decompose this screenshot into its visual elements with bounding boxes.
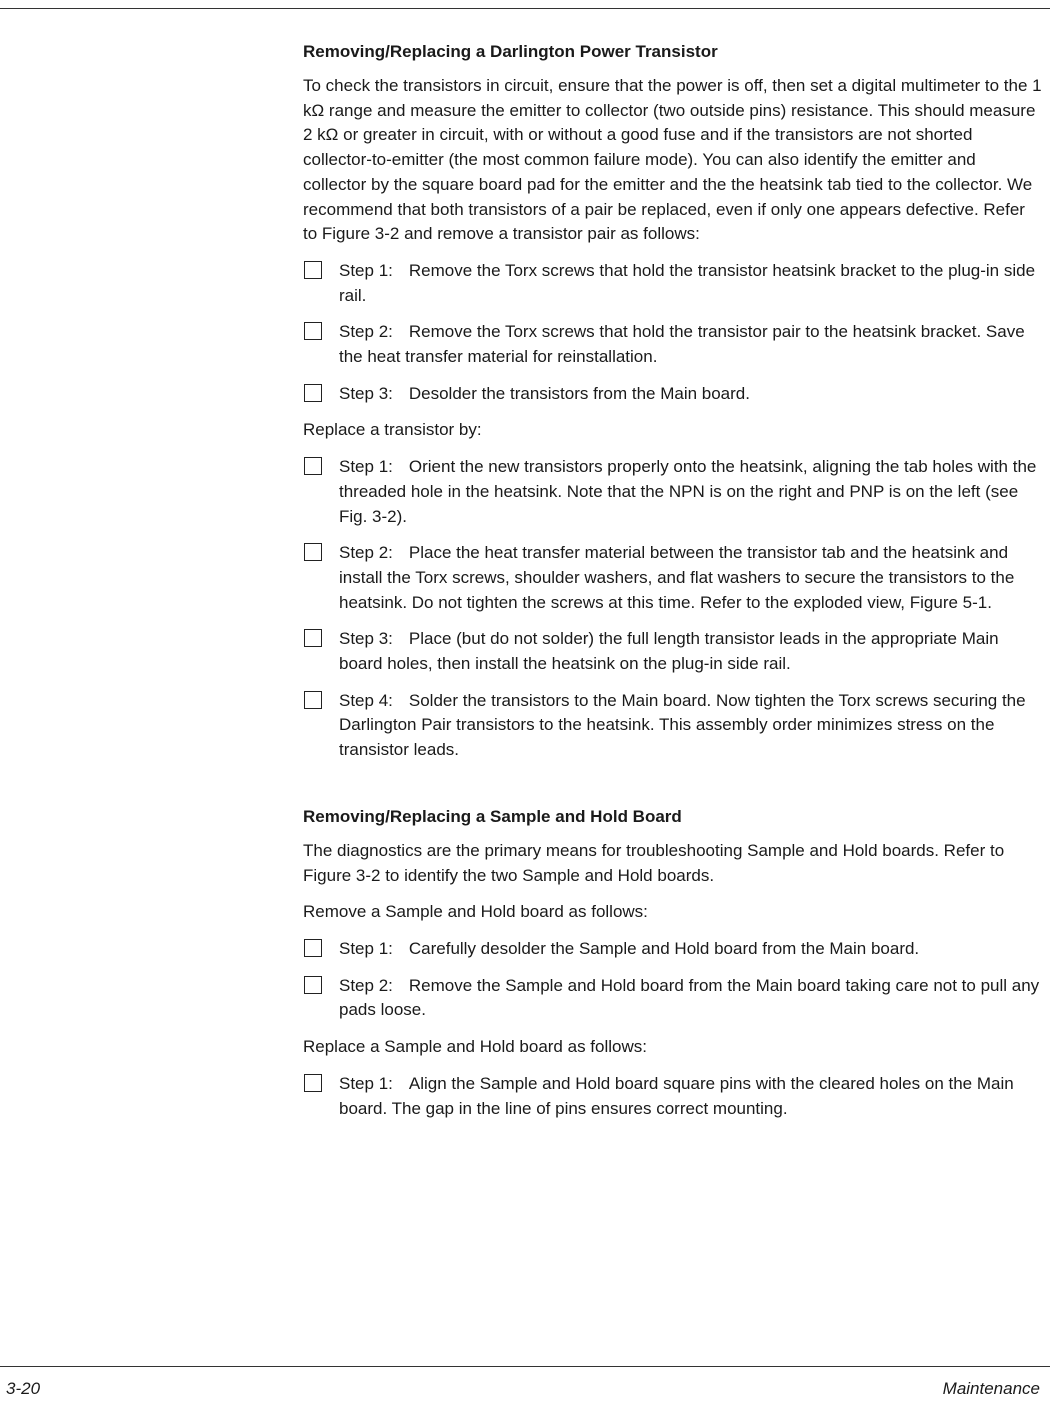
step-text: Remove the Torx screws that hold the transistor heatsink bracket to the plug-in side rail.	[339, 260, 1036, 305]
section-intro: The diagnostics are the primary means for troubleshooting Sample and Hold boards. Refer to Figure 3-2 to identify the two Sample and Hold boards.	[303, 840, 1005, 885]
step-item	[303, 1072, 1043, 1121]
step-text: Desolder the transistors from the Main board.	[408, 383, 750, 403]
step-item	[303, 974, 1043, 1023]
step-item	[303, 382, 1043, 407]
page-content	[303, 40, 1043, 1133]
step-label: Step 1:	[339, 938, 393, 958]
remove-intro: Remove a Sample and Hold board as follows:	[303, 902, 648, 922]
section-intro: To check the transistors in circuit, ensure that the power is off, then set a digital multimeter to the 1 kΩ range and measure the emitter to collector (two outside pins) resistance. This should measure 2 kΩ or greater in circuit, with or without a good fuse and if the transistors are not shorted collector-to-emitter (the most common failure mode). You can also identify the emitter and collector by the square board pad for the emitter and the the heatsink tab tied to the collector. We recommend that both transistors of a pair be replaced, even if only one appears defective. Refer to Figure 3-2 and remove a transistor pair as follows:	[303, 76, 1042, 244]
checkbox-icon[interactable]	[304, 384, 322, 402]
checkbox-icon[interactable]	[304, 261, 322, 279]
checkbox-icon[interactable]	[304, 976, 322, 994]
step-item	[303, 320, 1043, 369]
step-label: Step 1:	[339, 1073, 393, 1093]
step-item	[303, 455, 1043, 529]
step-label: Step 3:	[339, 383, 393, 403]
chapter-title: Maintenance	[942, 1379, 1040, 1398]
step-item	[303, 541, 1043, 615]
step-label: Step 2:	[339, 543, 393, 563]
step-text: Align the Sample and Hold board square pins with the cleared holes on the Main board. The gap in the line of pins ensures correct mounting.	[339, 1073, 1014, 1118]
step-label: Step 4:	[339, 690, 393, 710]
step-label: Step 3:	[339, 629, 393, 649]
step-text: Place the heat transfer material between the transistor tab and the heatsink and install the Torx screws, shoulder washers, and flat washers to secure the transistors to the heatsink. Do not tighten the screws at this time. Refer to the exploded view, Figure 5-1.	[339, 543, 1015, 612]
step-label: Step 1:	[339, 260, 393, 280]
step-item	[303, 259, 1043, 308]
checkbox-icon[interactable]	[304, 457, 322, 475]
step-text: Place (but do not solder) the full length transistor leads in the appropriate Main board holes, then install the heatsink on the plug-in side rail.	[339, 629, 999, 674]
step-item	[303, 689, 1043, 763]
checkbox-icon[interactable]	[304, 1074, 322, 1092]
bottom-rule	[0, 1366, 1050, 1367]
step-text: Remove the Sample and Hold board from the Main board taking care not to pull any pads loose.	[339, 975, 1040, 1020]
section-heading: Removing/Replacing a Sample and Hold Board	[303, 806, 682, 826]
step-label: Step 2:	[339, 322, 393, 342]
top-rule	[0, 8, 1050, 9]
checkbox-icon[interactable]	[304, 691, 322, 709]
step-label: Step 2:	[339, 975, 393, 995]
checkbox-icon[interactable]	[304, 322, 322, 340]
replace-intro: Replace a transistor by:	[303, 420, 482, 440]
step-item	[303, 627, 1043, 676]
step-text: Carefully desolder the Sample and Hold board from the Main board.	[408, 938, 920, 958]
step-item	[303, 937, 1043, 962]
section-heading: Removing/Replacing a Darlington Power Transistor	[303, 42, 718, 61]
step-text: Solder the transistors to the Main board. Now tighten the Torx screws securing the Darlington Pair transistors to the heatsink. This assembly order minimizes stress on the transistor leads.	[339, 690, 1026, 760]
checkbox-icon[interactable]	[304, 543, 322, 561]
page-number: 3-20	[6, 1379, 41, 1398]
replace-intro: Replace a Sample and Hold board as follows:	[303, 1037, 647, 1057]
step-text: Orient the new transistors properly onto the heatsink, aligning the tab holes with the threaded hole in the heatsink. Note that the NPN is on the right and PNP is on the left (see Fig. 3-2).	[339, 457, 1037, 526]
checkbox-icon[interactable]	[304, 629, 322, 647]
checkbox-icon[interactable]	[304, 939, 322, 957]
step-label: Step 1:	[339, 457, 393, 477]
step-text: Remove the Torx screws that hold the transistor pair to the heatsink bracket. Save the heat transfer material for reinstallation.	[339, 322, 1025, 367]
